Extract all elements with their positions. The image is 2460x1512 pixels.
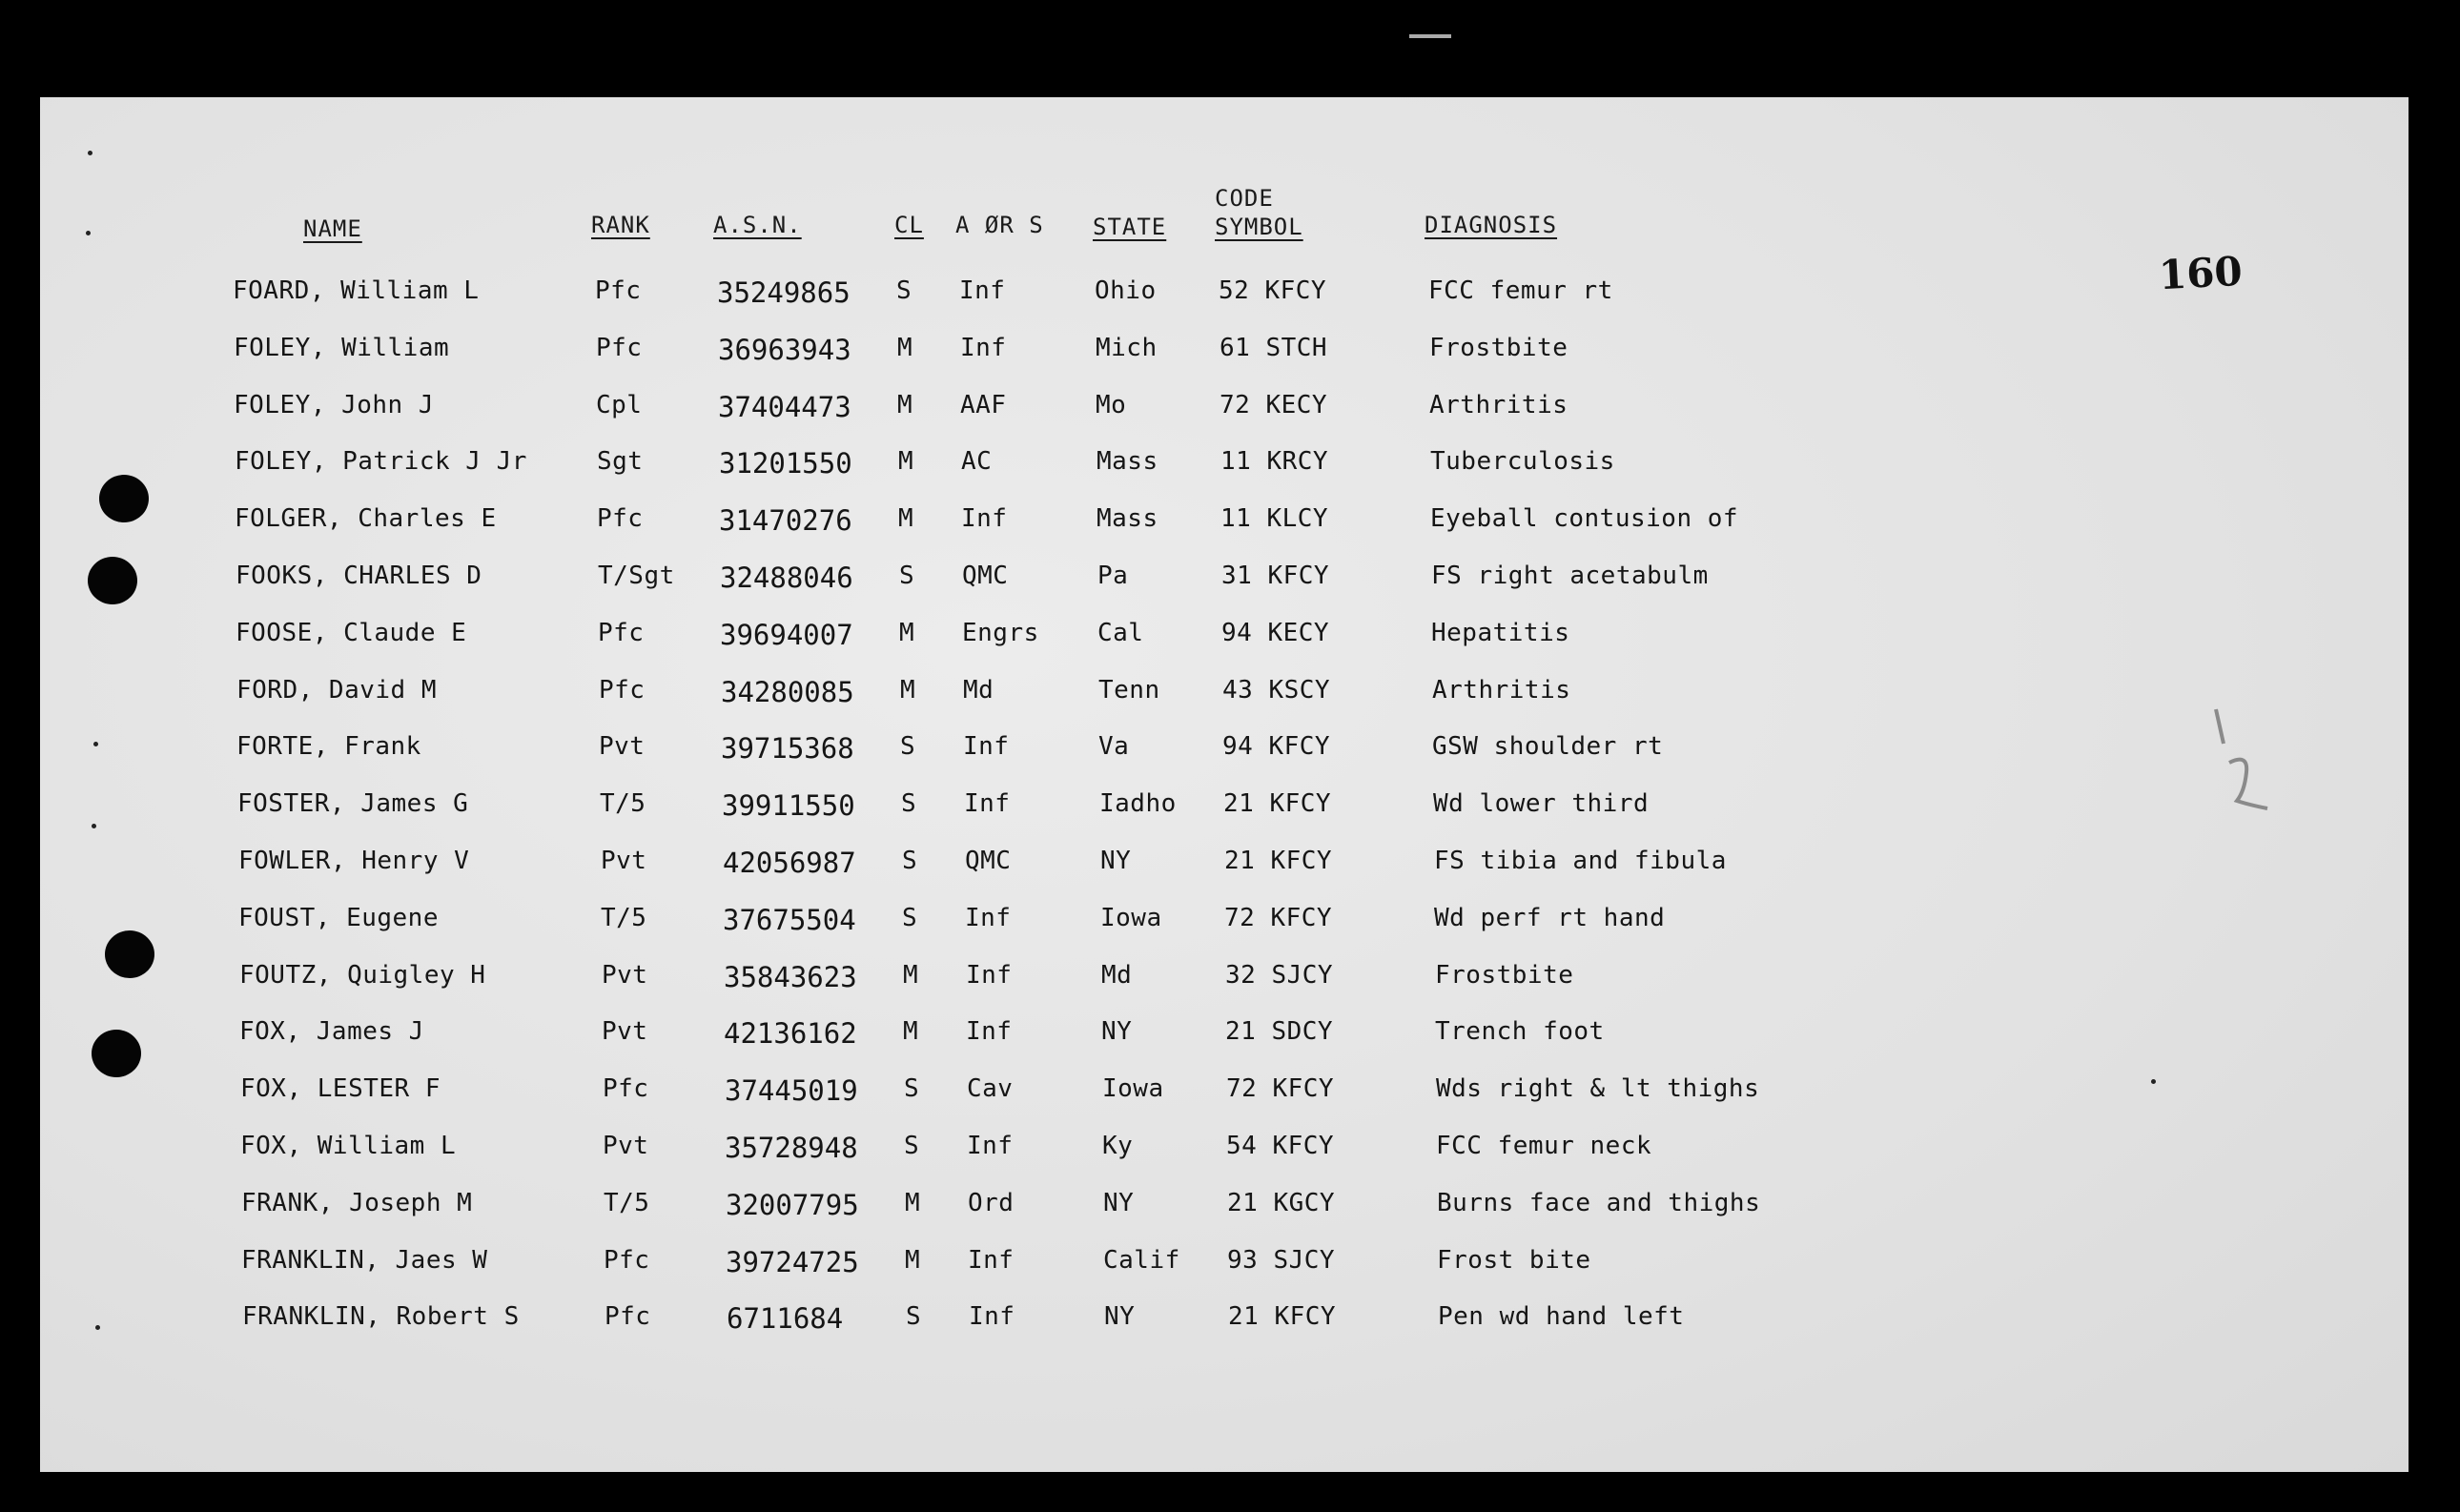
row-rank: T/Sgt (598, 562, 675, 590)
row-cl: M (897, 391, 913, 419)
row-code: 21 KFCY (1223, 789, 1332, 818)
row-code: 94 KFCY (1222, 732, 1331, 761)
header-arms: A ØR S (955, 212, 1044, 238)
row-diagnosis: Hepatitis (1431, 619, 1570, 647)
row-arm: Inf (963, 732, 1010, 761)
row-name: FOSTER, James G (237, 789, 469, 818)
row-code: 21 KFCY (1224, 847, 1333, 875)
row-diagnosis: Pen wd hand left (1438, 1302, 1685, 1331)
row-asn: 31470276 (719, 504, 852, 537)
row-rank: Pfc (603, 1074, 649, 1103)
row-cl: S (901, 789, 917, 818)
row-code: 31 KFCY (1221, 562, 1330, 590)
row-cl: M (903, 1017, 919, 1046)
row-state: Ky (1102, 1132, 1134, 1160)
row-name: FRANKLIN, Robert S (242, 1302, 520, 1331)
row-rank: Pvt (601, 847, 647, 875)
row-cl: S (904, 1074, 920, 1103)
row-arm: Ord (968, 1189, 1015, 1217)
row-arm: QMC (962, 562, 1009, 590)
row-code: 93 SJCY (1227, 1246, 1336, 1275)
header-code-bottom: SYMBOL (1215, 214, 1303, 240)
row-diagnosis: Arthritis (1432, 676, 1571, 705)
row-arm: Inf (968, 1246, 1015, 1275)
row-name: FOLEY, John J (234, 391, 434, 419)
row-asn: 39715368 (721, 732, 854, 765)
row-cl: S (902, 847, 918, 875)
punch-hole (99, 475, 149, 522)
row-asn: 37404473 (718, 391, 851, 423)
row-asn: 35249865 (717, 276, 851, 309)
row-diagnosis: FCC femur rt (1428, 276, 1613, 305)
row-name: FOARD, William L (233, 276, 480, 305)
row-arm: QMC (965, 847, 1012, 875)
row-diagnosis: Tuberculosis (1430, 447, 1615, 476)
row-asn: 42056987 (723, 847, 856, 879)
row-code: 52 KFCY (1219, 276, 1327, 305)
row-cl: M (899, 619, 915, 647)
row-state: Mass (1097, 447, 1158, 476)
row-rank: T/5 (604, 1189, 650, 1217)
row-arm: Inf (959, 276, 1006, 305)
row-name: FOLGER, Charles E (235, 504, 497, 533)
row-rank: Pfc (596, 334, 643, 362)
row-diagnosis: Trench foot (1435, 1017, 1605, 1046)
row-code: 21 KGCY (1227, 1189, 1336, 1217)
row-rank: Pfc (595, 276, 642, 305)
scan-speck (88, 151, 92, 155)
scan-speck (93, 742, 98, 746)
row-arm: Inf (965, 904, 1012, 932)
row-asn: 32007795 (726, 1189, 859, 1221)
row-asn: 35843623 (724, 961, 857, 993)
row-name: FOX, William L (240, 1132, 457, 1160)
row-cl: M (898, 504, 914, 533)
scan-speck (86, 231, 91, 235)
row-diagnosis: GSW shoulder rt (1432, 732, 1664, 761)
row-cl: M (903, 961, 919, 990)
row-cl: S (902, 904, 918, 932)
row-arm: Inf (967, 1132, 1014, 1160)
row-name: FOX, James J (239, 1017, 424, 1046)
page-number: 160 (2157, 247, 2244, 299)
row-code: 54 KFCY (1226, 1132, 1335, 1160)
row-name: FOLEY, William (234, 334, 450, 362)
row-code: 72 KFCY (1224, 904, 1333, 932)
row-rank: Pfc (597, 504, 644, 533)
row-asn: 36963943 (718, 334, 851, 366)
row-cl: M (905, 1246, 921, 1275)
row-name: FORTE, Frank (236, 732, 421, 761)
row-state: NY (1100, 847, 1132, 875)
row-code: 72 KECY (1220, 391, 1328, 419)
row-rank: Pvt (603, 1132, 649, 1160)
row-cl: M (900, 676, 916, 705)
row-asn: 39694007 (720, 619, 853, 651)
row-arm: Inf (969, 1302, 1015, 1331)
row-state: Mich (1096, 334, 1158, 362)
row-rank: Pfc (598, 619, 645, 647)
row-cl: S (906, 1302, 922, 1331)
pencil-mark (2210, 705, 2277, 820)
row-name: FOX, LESTER F (240, 1074, 441, 1103)
row-state: NY (1103, 1189, 1135, 1217)
row-code: 32 SJCY (1225, 961, 1334, 990)
row-diagnosis: Burns face and thighs (1437, 1189, 1761, 1217)
header-diagnosis: DIAGNOSIS (1425, 212, 1558, 238)
row-code: 94 KECY (1221, 619, 1330, 647)
row-arm: Engrs (962, 619, 1039, 647)
row-diagnosis: Frostbite (1435, 961, 1574, 990)
row-code: 21 SDCY (1225, 1017, 1334, 1046)
header-cl: CL (894, 212, 924, 238)
row-cl: M (905, 1189, 921, 1217)
scan-speck (95, 1325, 100, 1330)
row-name: FOUTZ, Quigley H (239, 961, 486, 990)
punch-hole (88, 557, 137, 604)
row-diagnosis: Eyeball contusion of (1430, 504, 1739, 533)
row-arm: Inf (961, 504, 1008, 533)
scan-artifact (1409, 34, 1451, 38)
header-asn: A.S.N. (713, 212, 802, 238)
row-diagnosis: Wd lower third (1433, 789, 1650, 818)
row-asn: 34280085 (721, 676, 854, 708)
row-diagnosis: Frost bite (1437, 1246, 1591, 1275)
header-code-top: CODE (1215, 185, 1274, 212)
row-state: Cal (1097, 619, 1144, 647)
row-code: 21 KFCY (1228, 1302, 1337, 1331)
row-state: Ohio (1095, 276, 1157, 305)
row-diagnosis: FS tibia and fibula (1434, 847, 1727, 875)
row-name: FOLEY, Patrick J Jr (235, 447, 527, 476)
row-state: Iadho (1099, 789, 1177, 818)
row-name: FORD, David M (236, 676, 437, 705)
row-asn: 39911550 (722, 789, 855, 822)
row-diagnosis: FCC femur neck (1436, 1132, 1652, 1160)
row-diagnosis: Wds right & lt thighs (1436, 1074, 1760, 1103)
row-code: 61 STCH (1220, 334, 1328, 362)
header-rank: RANK (591, 212, 650, 238)
row-arm: AAF (960, 391, 1007, 419)
row-state: Iowa (1100, 904, 1162, 932)
row-rank: Pvt (599, 732, 646, 761)
row-asn: 31201550 (719, 447, 852, 480)
punch-hole (92, 1030, 141, 1077)
row-code: 72 KFCY (1226, 1074, 1335, 1103)
row-code: 11 KRCY (1220, 447, 1329, 476)
row-name: FOUST, Eugene (238, 904, 439, 932)
row-state: Calif (1103, 1246, 1180, 1275)
row-code: 43 KSCY (1222, 676, 1331, 705)
row-name: FRANK, Joseph M (241, 1189, 473, 1217)
row-rank: Pfc (604, 1246, 650, 1275)
row-state: Iowa (1102, 1074, 1164, 1103)
row-rank: T/5 (601, 904, 647, 932)
row-asn: 35728948 (725, 1132, 858, 1164)
row-arm: Inf (966, 961, 1013, 990)
row-state: Pa (1097, 562, 1129, 590)
header-name: NAME (303, 215, 362, 242)
row-state: Md (1101, 961, 1133, 990)
row-name: FOWLER, Henry V (238, 847, 470, 875)
row-state: NY (1101, 1017, 1133, 1046)
scan-speck (92, 824, 96, 828)
row-cl: S (904, 1132, 920, 1160)
row-arm: Cav (967, 1074, 1014, 1103)
row-diagnosis: FS right acetabulm (1431, 562, 1709, 590)
row-cl: M (897, 334, 913, 362)
row-rank: Pvt (602, 961, 648, 990)
row-state: Tenn (1098, 676, 1160, 705)
row-rank: Pfc (599, 676, 646, 705)
row-state: Mass (1097, 504, 1158, 533)
row-cl: M (898, 447, 914, 476)
row-diagnosis: Wd perf rt hand (1434, 904, 1666, 932)
row-state: NY (1104, 1302, 1136, 1331)
row-diagnosis: Arthritis (1429, 391, 1568, 419)
row-rank: Sgt (597, 447, 644, 476)
row-state: Va (1098, 732, 1130, 761)
row-arm: AC (961, 447, 993, 476)
scan-speck (2151, 1079, 2156, 1084)
row-asn: 39724725 (726, 1246, 859, 1278)
row-asn: 37675504 (723, 904, 856, 936)
header-state: STATE (1093, 214, 1167, 240)
row-rank: Pvt (602, 1017, 648, 1046)
row-state: Mo (1096, 391, 1127, 419)
row-rank: Cpl (596, 391, 643, 419)
row-code: 11 KLCY (1220, 504, 1329, 533)
punch-hole (105, 930, 154, 978)
row-cl: S (899, 562, 915, 590)
row-rank: T/5 (600, 789, 646, 818)
row-asn: 42136162 (724, 1017, 857, 1050)
row-asn: 6711684 (727, 1302, 844, 1335)
row-arm: Inf (964, 789, 1011, 818)
row-name: FOOSE, Claude E (236, 619, 467, 647)
row-rank: Pfc (605, 1302, 651, 1331)
row-arm: Inf (966, 1017, 1013, 1046)
row-cl: S (896, 276, 912, 305)
row-name: FOOKS, CHARLES D (236, 562, 482, 590)
row-arm: Md (963, 676, 994, 705)
row-cl: S (900, 732, 916, 761)
row-diagnosis: Frostbite (1429, 334, 1568, 362)
row-asn: 32488046 (720, 562, 853, 594)
row-arm: Inf (960, 334, 1007, 362)
row-name: FRANKLIN, Jaes W (241, 1246, 488, 1275)
row-asn: 37445019 (725, 1074, 858, 1107)
